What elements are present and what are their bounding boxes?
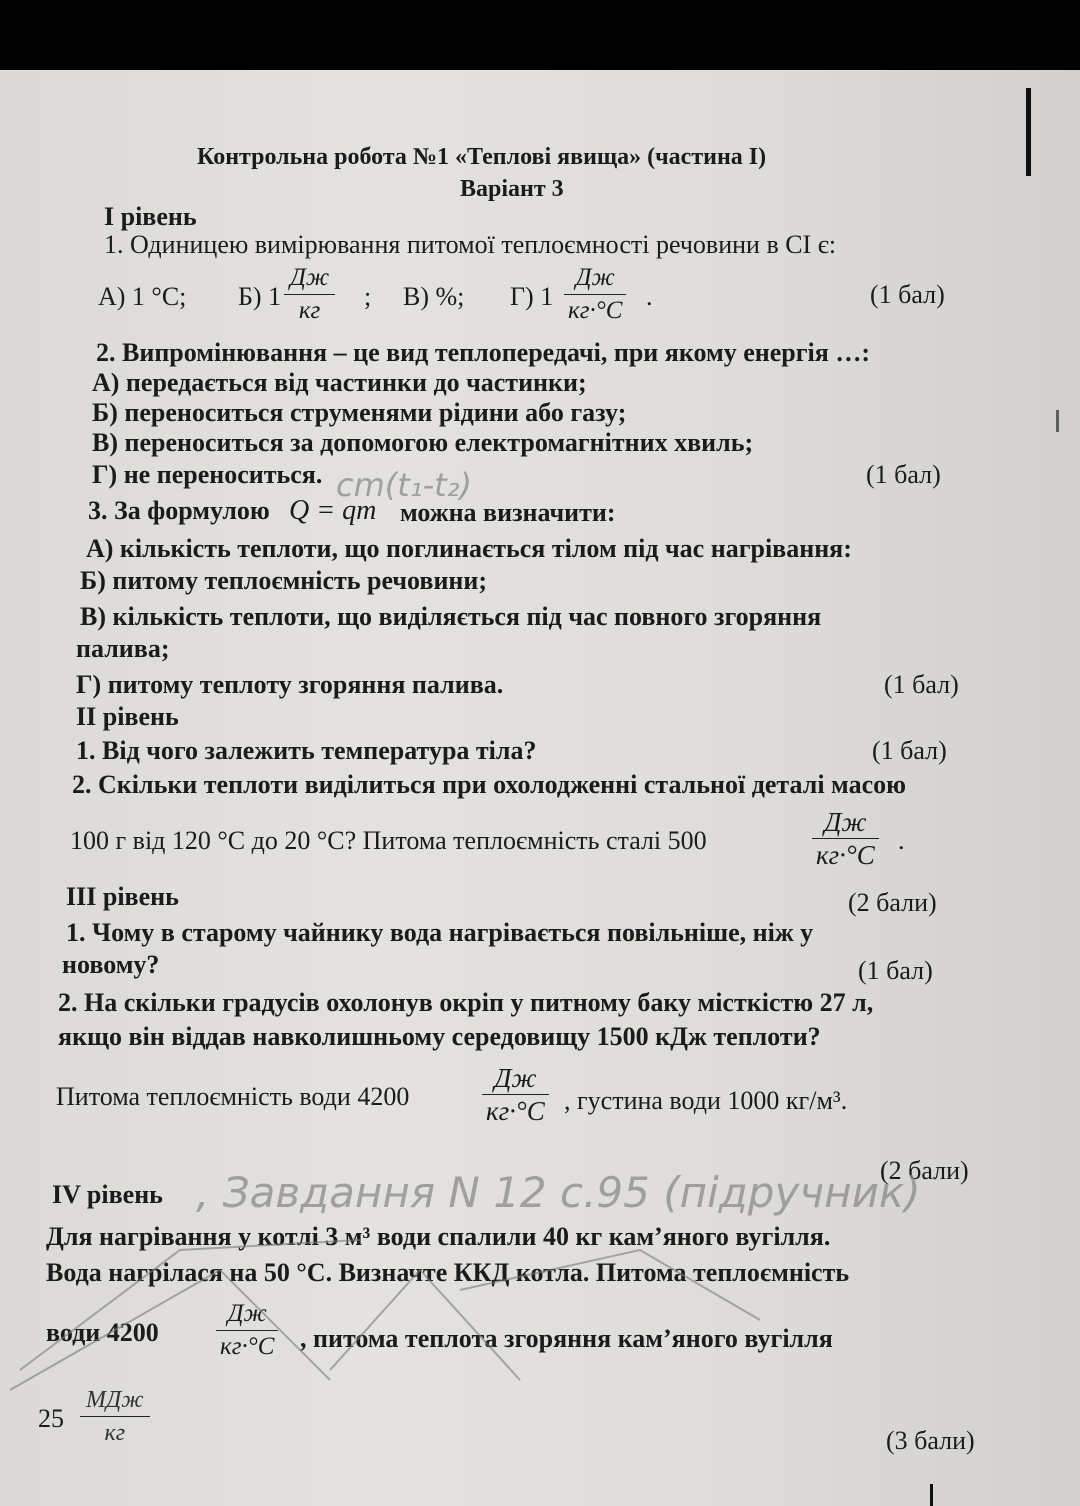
variant-label: Варіант 3 — [460, 176, 564, 202]
fraction-numerator: Дж — [227, 1300, 267, 1327]
q1-option-b-prefix: Б) 1 — [238, 282, 282, 311]
level2-q2-suffix: . — [898, 826, 905, 855]
q3-option-g: Г) питому теплоту згоряння палива. — [76, 670, 504, 699]
fraction-numerator: Дж — [494, 1063, 537, 1093]
level1-q3-prefix: 3. За формулою — [88, 496, 270, 525]
q1-option-v: В) %; — [403, 282, 465, 311]
pencil-stroke — [20, 1240, 360, 1370]
q2-option-g: Г) не переноситься. — [92, 460, 323, 489]
level1-q3-formula: Q = qm — [289, 495, 377, 526]
level1-q1-text: 1. Одиницею вимірювання питомої теплоємності речовини в СІ є: — [104, 230, 837, 259]
level4-line3: води 4200 — [46, 1318, 159, 1347]
pencil-stroke — [460, 1250, 760, 1320]
level1-q2-text: 2. Випромінювання – це вид теплопередачі, при якому енергія …: — [96, 338, 870, 367]
pencil-scribbles — [0, 70, 1080, 1506]
level3-q1-line2: новому? — [62, 950, 160, 979]
q2-points: (1 бал) — [866, 460, 941, 489]
q1-points: (1 бал) — [870, 280, 945, 309]
fraction-denominator: кг·°С — [816, 840, 875, 870]
handwritten-task-note: , Завдання N 12 с.95 (підручник) — [196, 1168, 921, 1217]
q3-option-v-line2: палива; — [76, 634, 170, 663]
level3-points: (2 бали) — [848, 888, 937, 917]
level2-q1-text: 1. Від чого залежить температура тіла? — [76, 736, 537, 765]
q3-option-v-line1: В) кількість теплоти, що виділяється під час повного згоряння — [80, 602, 822, 631]
q2-option-a: А) передається від частинки до частинки; — [92, 368, 587, 397]
pen-mark — [930, 1484, 933, 1506]
level3-q2-line4: , густина води 1000 кг/м³. — [564, 1086, 848, 1115]
q1-option-a: А) 1 °С; — [98, 282, 187, 311]
level3-q2-line1: 2. На скільки градусів охолонув окріп у питному баку місткістю 27 л, — [58, 988, 874, 1017]
level3-q1-line1: 1. Чому в старому чайнику вода нагрівається повільніше, ніж у — [66, 918, 814, 947]
q3-option-b: Б) питому теплоємність речовини; — [80, 566, 488, 595]
q3-points: (1 бал) — [884, 670, 959, 699]
handwritten-formula-note: cm(t₁-t₂) — [336, 466, 473, 504]
q2-option-v: В) переноситься за допомогою електромагнітних хвиль; — [92, 428, 754, 457]
fraction-numerator: Дж — [575, 264, 615, 291]
fraction-numerator: МДж — [86, 1387, 144, 1413]
fraction-denominator: кг·°С — [486, 1096, 545, 1126]
fraction-numerator: Дж — [824, 807, 867, 837]
level1-heading: І рівень — [104, 202, 197, 231]
fraction-denominator: кг·°С — [568, 297, 623, 324]
worksheet-title: Контрольна робота №1 «Теплові явища» (частина І) — [197, 144, 767, 170]
worksheet-page — [0, 70, 1080, 1506]
pencil-stroke — [330, 1270, 520, 1380]
level4-line5: 25 — [38, 1404, 64, 1433]
level2-heading: ІІ рівень — [76, 702, 179, 731]
pencil-stroke — [10, 1270, 330, 1390]
level3-heading: ІІІ рівень — [66, 882, 179, 911]
level3-q1-points: (1 бал) — [858, 956, 933, 985]
level1-q3-suffix: можна визначити: — [400, 498, 616, 527]
level4-heading: IV рівень — [52, 1180, 163, 1209]
level4-line4: , питома теплота згоряння кам’яного вугілля — [300, 1324, 833, 1353]
q1-option-b-suffix: ; — [364, 282, 372, 311]
level2-q2-line2: 100 г від 120 °С до 20 °С? Питома теплоємність сталі 500 — [70, 826, 707, 855]
level2-q2-line1: 2. Скільки теплоти виділиться при охолодженні стальної деталі масою — [72, 770, 906, 799]
fraction-numerator: Дж — [290, 264, 330, 291]
fraction-denominator: кг·°С — [220, 1333, 275, 1360]
fraction-denominator: кг — [298, 297, 321, 324]
level4-points: (3 бали) — [886, 1426, 975, 1455]
level3-q2-line2: якщо він віддав навколишньому середовищу 1500 кДж теплоти? — [58, 1022, 821, 1051]
q1-option-g-prefix: Г) 1 — [510, 282, 554, 311]
q3-option-a: А) кількість теплоти, що поглинається тілом під час нагрівання: — [86, 534, 852, 563]
level2-q1-points: (1 бал) — [872, 736, 947, 765]
level3-q2-line3: Питома теплоємність води 4200 — [56, 1082, 410, 1111]
level4-line1: Для нагрівання у котлі 3 м³ води спалили 40 кг кам’яного вугілля. — [46, 1222, 831, 1251]
q1-option-g-suffix: . — [646, 282, 653, 311]
level3-q2-points: (2 бали) — [880, 1156, 969, 1185]
fraction-denominator: кг — [104, 1420, 126, 1446]
q2-option-b: Б) переноситься струменями рідини або газу; — [92, 398, 627, 427]
level4-line2: Вода нагрілася на 50 °С. Визначте ККД котла. Питома теплоємність — [46, 1258, 850, 1287]
